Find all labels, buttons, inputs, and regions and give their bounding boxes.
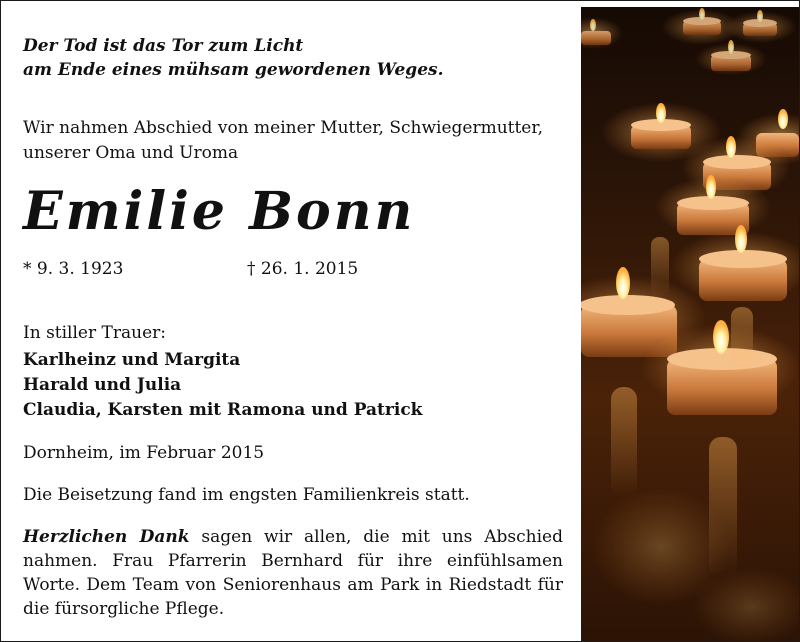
intro-line-1: Wir nahmen Abschied von meiner Mutter, Schwiegermutter, bbox=[23, 118, 544, 138]
intro-text bbox=[23, 116, 573, 166]
death-date: † 26. 1. 2015 bbox=[247, 259, 359, 279]
thanks-body: sagen wir allen, die mit uns Abschied nahmen. Frau Pfarrerin Bernhard für ihre einfühlsamen Worte. Dem Team von Seniorenhaus am Park in Riedstadt für die fürsorgliche Pflege. bbox=[23, 527, 563, 619]
deceased-name: Emilie Bonn bbox=[23, 181, 416, 242]
intro-line-2: unserer Oma und Uroma bbox=[23, 143, 239, 163]
motto-line-1: Der Tod ist das Tor zum Licht bbox=[23, 36, 304, 56]
mourning-heading: In stiller Trauer: bbox=[23, 323, 166, 343]
funeral-note: Die Beisetzung fand im engsten Familienkreis statt. bbox=[23, 485, 470, 505]
candle-near bbox=[581, 225, 799, 415]
mourner-family: Karlheinz und Margita bbox=[23, 350, 241, 370]
motto-line-2: am Ende eines mühsam gewordenen Weges. bbox=[23, 60, 444, 80]
candle-mid bbox=[601, 102, 799, 237]
thanks-lead: Herzlichen Dank bbox=[23, 527, 190, 547]
birth-date: * 9. 3. 1923 bbox=[23, 259, 124, 279]
mourner-family: Claudia, Karsten mit Ramona und Patrick bbox=[23, 400, 423, 420]
candle-far bbox=[581, 8, 797, 75]
thanks-paragraph bbox=[23, 525, 563, 621]
candles-illustration bbox=[581, 7, 799, 641]
mourner-family: Harald und Julia bbox=[23, 375, 182, 395]
place-and-date: Dornheim, im Februar 2015 bbox=[23, 443, 265, 463]
motto bbox=[23, 34, 563, 82]
candles-photo bbox=[581, 7, 799, 641]
mourners-list bbox=[23, 348, 422, 423]
